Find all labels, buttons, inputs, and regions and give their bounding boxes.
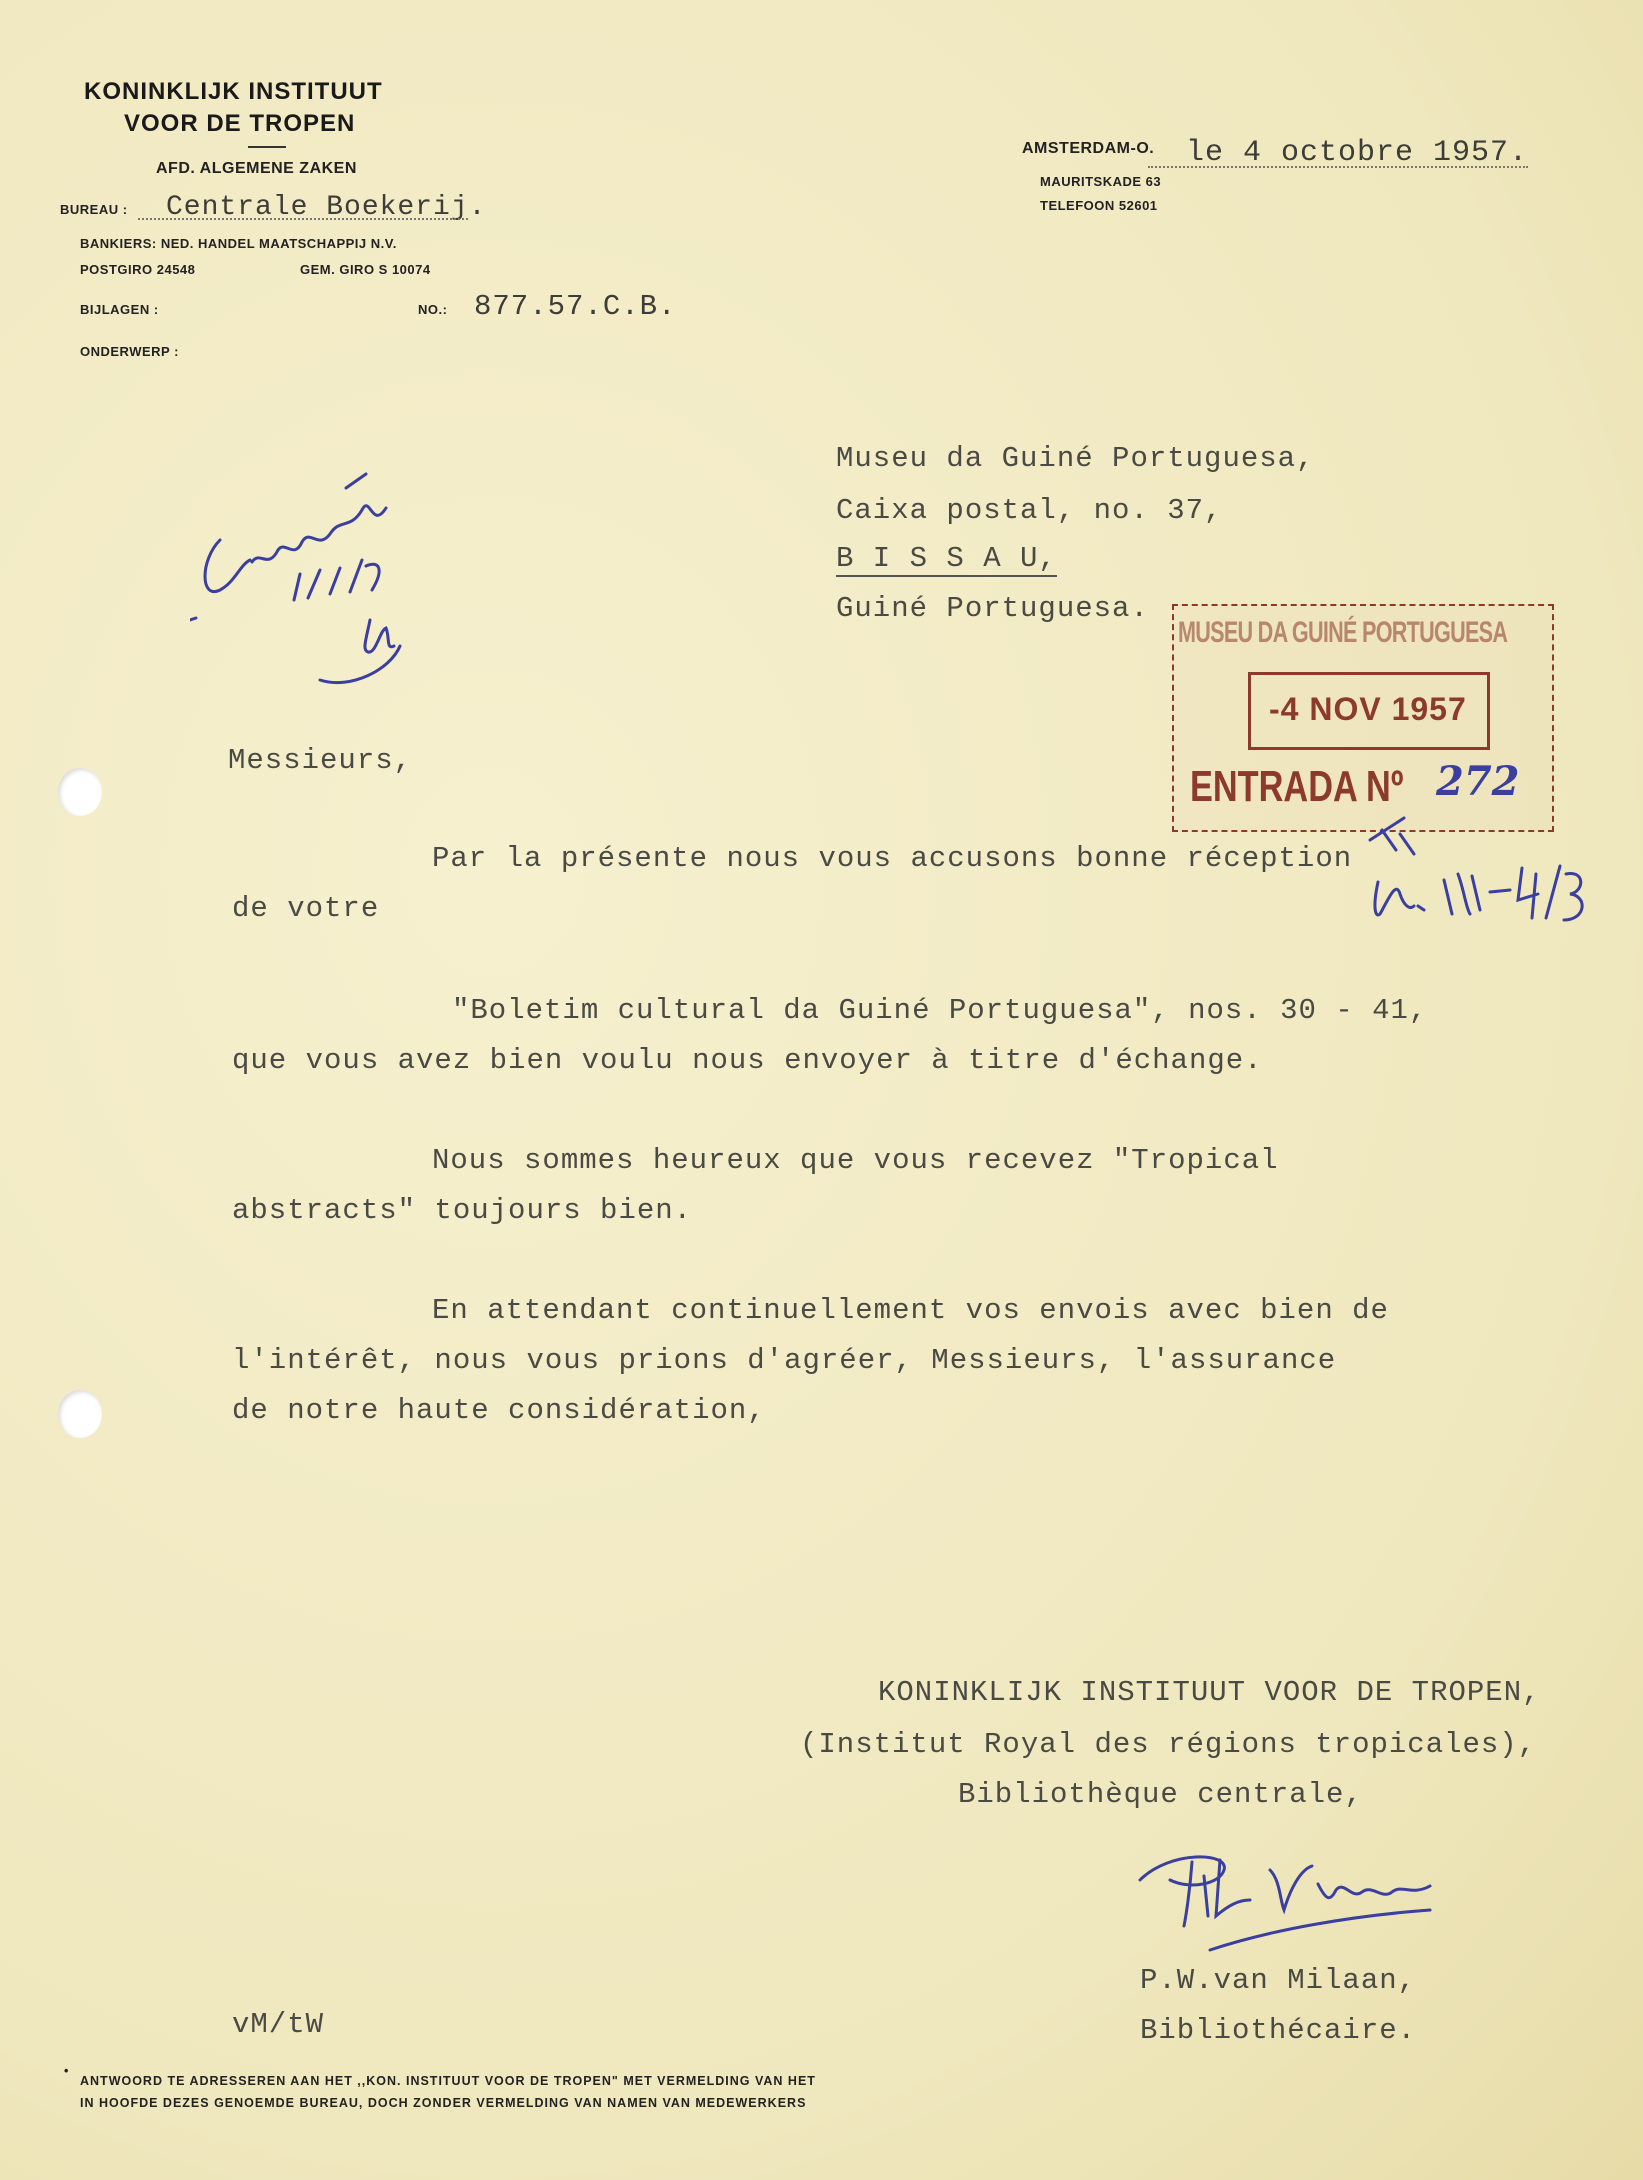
footer-bullet: • — [64, 2064, 70, 2078]
onderwerp-label: ONDERWERP : — [80, 344, 179, 359]
date-dotted-line — [1148, 166, 1528, 168]
footer-note-line1: ANTWOORD TE ADRESSEREN AAN HET ,,KON. INSTITUUT VOOR DE TROPEN" MET VERMELDING VAN HET — [80, 2074, 816, 2088]
signatory-name: P.W.van Milaan, — [1140, 1964, 1417, 1997]
signatory-title: Bibliothécaire. — [1140, 2014, 1417, 2047]
recipient-line1: Museu da Guiné Portuguesa, — [836, 442, 1315, 475]
received-stamp — [1172, 604, 1554, 832]
body-p1-line2: de votre — [232, 892, 380, 925]
salutation: Messieurs, — [228, 744, 413, 777]
stamp-date: -4 NOV 1957 — [1269, 691, 1467, 727]
bijlagen-label: BIJLAGEN : — [80, 302, 159, 317]
letter-date: le 4 octobre 1957. — [1186, 136, 1529, 170]
address: MAURITSKADE 63 — [1040, 174, 1162, 189]
handwritten-note-ciente — [190, 470, 450, 700]
gem-giro: GEM. GIRO S 10074 — [300, 262, 431, 277]
city-label: AMSTERDAM-O. — [1022, 140, 1155, 157]
institute-name-line1: KONINKLIJK INSTITUUT — [84, 78, 383, 105]
punch-hole-bottom — [58, 1390, 102, 1438]
signature — [1130, 1840, 1450, 1960]
body-p4-line1: En attendant continuellement vos envois avec bien de — [432, 1294, 1389, 1327]
bureau-value: Centrale Boekerij. — [166, 192, 487, 223]
body-p3-line2: abstracts" toujours bien. — [232, 1194, 693, 1227]
stamp-museum-name: MUSEU DA GUINÉ PORTUGUESA — [1178, 616, 1508, 649]
bankers: BANKIERS: NED. HANDEL MAATSCHAPPIJ N.V. — [80, 236, 397, 251]
closing-line1: KONINKLIJK INSTITUUT VOOR DE TROPEN, — [878, 1676, 1541, 1709]
recipient-line4: Guiné Portuguesa. — [836, 592, 1149, 625]
reference-initials: vM/tW — [232, 2008, 325, 2041]
department: AFD. ALGEMENE ZAKEN — [156, 160, 357, 177]
punch-hole-top — [58, 768, 102, 816]
footer-note-line2: IN HOOFDE DEZES GENOEMDE BUREAU, DOCH ZONDER VERMELDING VAN NAMEN VAN MEDEWERKERS — [80, 2096, 807, 2110]
body-p2-line1: "Boletim cultural da Guiné Portuguesa", nos. 30 - 41, — [452, 994, 1428, 1027]
bureau-label: BUREAU : — [60, 202, 128, 217]
postgiro: POSTGIRO 24548 — [80, 262, 196, 277]
closing-line3: Bibliothèque centrale, — [958, 1778, 1363, 1811]
body-p4-line2: l'intérêt, nous vous prions d'agréer, Messieurs, l'assurance — [232, 1344, 1337, 1377]
recipient-line2: Caixa postal, no. 37, — [836, 494, 1223, 527]
stamp-entrada-number: 272 — [1436, 758, 1520, 805]
recipient-line3: B I S S A U, — [836, 542, 1057, 575]
no-label: NO.: — [418, 302, 448, 317]
handwritten-note-pr — [1340, 810, 1600, 940]
stamp-entrada-label: ENTRADA Nº — [1190, 762, 1404, 811]
telefoon: TELEFOON 52601 — [1040, 198, 1158, 213]
body-p2-line2: que vous avez bien voulu nous envoyer à titre d'échange. — [232, 1044, 1263, 1077]
institute-name-line2: VOOR DE TROPEN — [124, 110, 356, 137]
closing-line2: (Institut Royal des régions tropicales), — [800, 1728, 1537, 1761]
body-p3-line1: Nous sommes heureux que vous recevez "Tropical — [432, 1144, 1279, 1177]
letterhead-divider — [248, 146, 286, 148]
body-p1-line1: Par la présente nous vous accusons bonne réception — [432, 842, 1353, 875]
stamp-date-box — [1248, 672, 1490, 750]
bureau-dotted-line — [138, 218, 468, 220]
body-p4-line3: de notre haute considération, — [232, 1394, 766, 1427]
reference-number: 877.57.C.B. — [474, 290, 677, 323]
